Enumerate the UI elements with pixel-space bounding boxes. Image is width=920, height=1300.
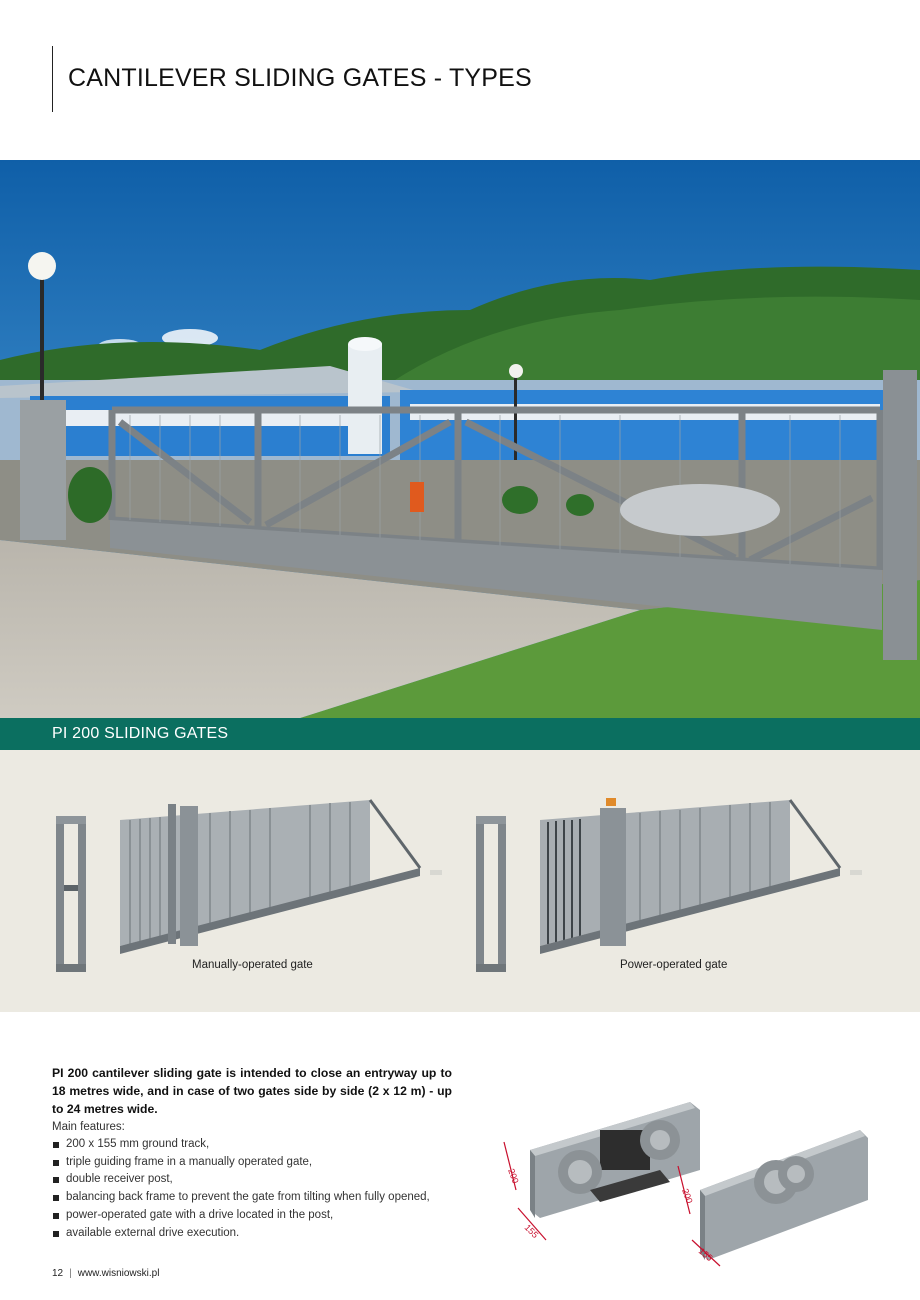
manual-gate-caption: Manually-operated gate [192, 959, 313, 971]
website-link[interactable]: www.wisniowski.pl [77, 1268, 160, 1279]
feature-item: 200 x 155 mm ground track, [52, 1136, 452, 1154]
description [52, 1064, 452, 1242]
description-lead: PI 200 cantilever sliding gate is intended to close an entryway up to 18 metres wide, and in case of two gates side by side (2 x 12 m) - up to 24 metres wide. [52, 1066, 452, 1116]
footer-separator: | [69, 1268, 72, 1279]
features-title: Main features: [52, 1121, 125, 1133]
page-title: CANTILEVER SLIDING GATES - TYPES [68, 64, 532, 92]
track-single [678, 1130, 868, 1266]
track-left-height-label: 200 [506, 1167, 521, 1185]
page-footer [52, 1268, 159, 1279]
page-number: 12 [52, 1268, 64, 1279]
track-left-width-label: 155 [522, 1222, 541, 1241]
track-with-drive [504, 1102, 700, 1240]
feature-item: balancing back frame to prevent the gate from tilting when fully opened, [52, 1189, 452, 1207]
power-gate-caption: Power-operated gate [620, 959, 728, 971]
feature-item: double receiver post, [52, 1171, 452, 1189]
power-gate-illustration [476, 798, 862, 972]
track-right-width-label: 155 [696, 1245, 715, 1264]
section-title: PI 200 SLIDING GATES [52, 725, 229, 742]
ground-track-illustration [490, 1090, 900, 1280]
feature-item: available external drive execution. [52, 1225, 452, 1243]
section-band [0, 718, 920, 750]
feature-item: triple guiding frame in a manually operated gate, [52, 1154, 452, 1172]
hero-photo [0, 160, 920, 718]
manual-gate-illustration [56, 800, 442, 972]
features-list [52, 1136, 452, 1242]
track-right-height-label: 200 [680, 1187, 695, 1205]
gate-diagrams [0, 750, 920, 1012]
feature-item: power-operated gate with a drive located in the post, [52, 1207, 452, 1225]
title-rule [52, 46, 53, 112]
